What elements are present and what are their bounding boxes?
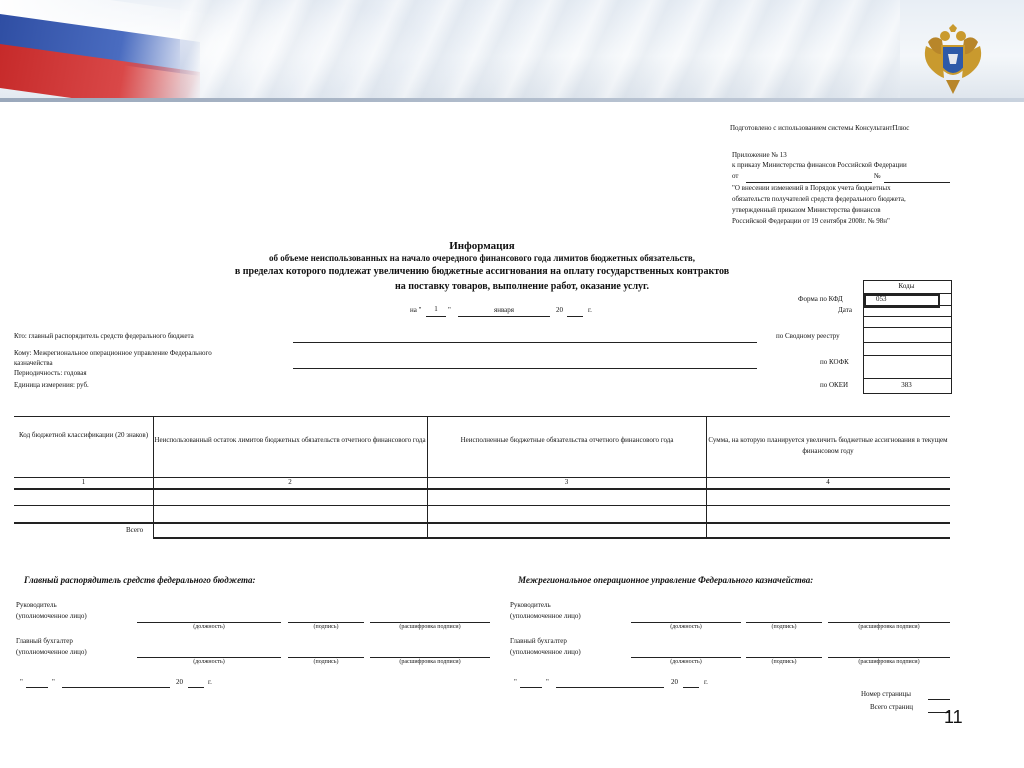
date-quote: ": [448, 306, 451, 314]
order-from-label: от: [732, 172, 739, 180]
left-date-suffix: г.: [208, 678, 212, 686]
right-signature-title: Межрегиональное операционное управление Федерального казначейства:: [518, 575, 814, 585]
signature-line: [746, 657, 822, 658]
position-caption: (должность): [193, 659, 225, 665]
signature-caption: (подпись): [771, 659, 797, 665]
date-year-line: [567, 316, 583, 317]
signature-caption: (подпись): [313, 624, 339, 630]
signature-line: [370, 622, 490, 623]
left-signature-title: Главный распорядитель средств федерального бюджета:: [24, 575, 256, 585]
right-date-quote: ": [514, 678, 517, 686]
amendment-line-1: "О внесении изменений в Порядок учета бюджетных: [732, 184, 891, 192]
document-subtitle-3: на поставку товаров, выполнение работ, оказание услуг.: [395, 281, 649, 292]
left-acc-label-1: Главный бухгалтер: [16, 637, 73, 645]
signature-line: [631, 657, 741, 658]
decode-caption: (расшифровка подписи): [858, 624, 920, 630]
svod-label: по Сводному реестру: [776, 332, 840, 340]
decode-caption: (расшифровка подписи): [399, 624, 461, 630]
coat-of-arms-icon: [918, 24, 988, 98]
table-top-border: [14, 416, 950, 417]
header-banner: [0, 0, 1024, 102]
table-header-col-2: Неиспользованный остаток лимитов бюджетных обязательств отчетного финансового года: [154, 436, 426, 444]
right-date-day-line: [520, 687, 542, 688]
date-day-line: [426, 316, 446, 317]
signature-line: [370, 657, 490, 658]
right-head-label-2: (уполномоченное лицо): [510, 612, 581, 620]
left-date-year: 20: [176, 678, 183, 686]
right-date-suffix: г.: [704, 678, 708, 686]
right-date-month-line: [556, 687, 664, 688]
signature-caption: (подпись): [313, 659, 339, 665]
date-month: января: [493, 306, 514, 314]
table-total-label: Всего: [126, 526, 144, 534]
table-bottom-border: [153, 537, 950, 539]
right-date-quote: ": [546, 678, 549, 686]
signature-line: [137, 657, 281, 658]
left-date-year-line: [188, 687, 204, 688]
order-number-line: [884, 182, 950, 183]
order-reference: к приказу Министерства финансов Российской Федерации: [732, 161, 907, 169]
right-head-label-1: Руководитель: [510, 601, 551, 609]
codes-row-line: [863, 327, 951, 328]
codes-row-line: [863, 378, 951, 379]
left-date-quote: ": [20, 678, 23, 686]
table-col-number-4: 4: [826, 478, 830, 486]
form-code-value: 053: [876, 295, 887, 303]
signature-line: [746, 622, 822, 623]
signature-caption: (подпись): [771, 624, 797, 630]
codes-header: Коды: [898, 282, 915, 290]
left-acc-label-2: (уполномоченное лицо): [16, 648, 87, 656]
codes-row-line: [863, 316, 951, 317]
decode-caption: (расшифровка подписи): [399, 659, 461, 665]
whom-line: [293, 368, 757, 369]
periodicity-label: Периодичность: годовая: [14, 369, 87, 377]
table-header-col-3: Неисполненные бюджетные обязательства отчетного финансового года: [460, 436, 674, 444]
date-code-label: Дата: [838, 306, 852, 314]
right-date-year-line: [683, 687, 699, 688]
page-number-line: [928, 699, 950, 700]
slide-number: 11: [944, 707, 963, 727]
document-subtitle-2: в пределах которого подлежат увеличению бюджетные ассигнования на оплату государственных контрактов: [234, 266, 730, 277]
codes-row-line: [863, 355, 951, 356]
position-caption: (должность): [670, 659, 702, 665]
table-row: [14, 505, 950, 506]
consultant-note: Подготовлено с использованием системы КонсультантПлюс: [730, 124, 910, 132]
order-date-line: [746, 182, 872, 183]
left-head-label-1: Руководитель: [16, 601, 57, 609]
document-title: Информация: [449, 240, 515, 252]
decode-caption: (расшифровка подписи): [858, 659, 920, 665]
signature-line: [288, 657, 364, 658]
amendment-line-2: обязательств получателей средств федерального бюджета,: [732, 195, 906, 203]
form-label: Форма по КФД: [798, 295, 843, 303]
amendment-line-3: утвержденный приказом Министерства финансов: [732, 206, 881, 214]
codes-row-line: [863, 305, 951, 306]
total-pages-label: Всего страниц: [870, 703, 914, 711]
date-month-line: [458, 316, 550, 317]
position-caption: (должность): [193, 624, 225, 630]
whom-label-1: Кому: Межрегиональное операционное управление Федерального: [14, 349, 212, 357]
whom-label-2: казначейства: [14, 359, 53, 367]
table-number-row-bottom: [14, 488, 950, 490]
signature-line: [288, 622, 364, 623]
table-col-number-3: 3: [564, 478, 569, 486]
who-line: [293, 342, 757, 343]
signature-line: [631, 622, 741, 623]
table-row: [14, 522, 950, 524]
left-date-quote: ": [52, 678, 55, 686]
table-col-number-1: 1: [81, 478, 86, 486]
signature-line: [828, 622, 950, 623]
amendment-line-4: Российской Федерации от 19 сентября 2008г. № 98н": [732, 217, 890, 225]
page-number-label: Номер страницы: [861, 690, 912, 698]
left-head-label-2: (уполномоченное лицо): [16, 612, 87, 620]
right-acc-label-1: Главный бухгалтер: [510, 637, 567, 645]
unit-label: Единица измерения: руб.: [14, 381, 89, 389]
left-date-month-line: [62, 687, 170, 688]
who-label: Кто: главный распорядитель средств федерального бюджета: [14, 332, 194, 340]
codes-row-line: [863, 342, 951, 343]
order-number-label: №: [874, 172, 881, 180]
date-prefix: на ": [410, 306, 422, 314]
position-caption: (должность): [670, 624, 702, 630]
signature-line: [137, 622, 281, 623]
appendix-number: Приложение № 13: [732, 151, 787, 159]
date-year-prefix: 20: [556, 306, 563, 314]
date-suffix: г.: [588, 306, 592, 314]
table-col-number-2: 2: [288, 478, 292, 486]
table-header-col-1: Код бюджетной классификации (20 знаков): [18, 431, 149, 439]
date-day: 1: [434, 305, 438, 313]
document-subtitle-1: об объеме неиспользованных на начало очередного финансового года лимитов бюджетных обязательств,: [268, 253, 696, 263]
okei-code-value: 383: [901, 381, 912, 389]
left-date-day-line: [26, 687, 48, 688]
kofk-label: по КОФК: [820, 358, 849, 366]
banner-silk-texture: [180, 0, 900, 102]
table-header-col-4: Сумма, на которую планируется увеличить бюджетные ассигнования в текущем финансовом году: [708, 436, 948, 455]
banner-underline: [0, 98, 1024, 102]
signature-line: [828, 657, 950, 658]
okei-label: по ОКЕИ: [820, 381, 849, 389]
right-acc-label-2: (уполномоченное лицо): [510, 648, 581, 656]
right-date-year: 20: [671, 678, 678, 686]
